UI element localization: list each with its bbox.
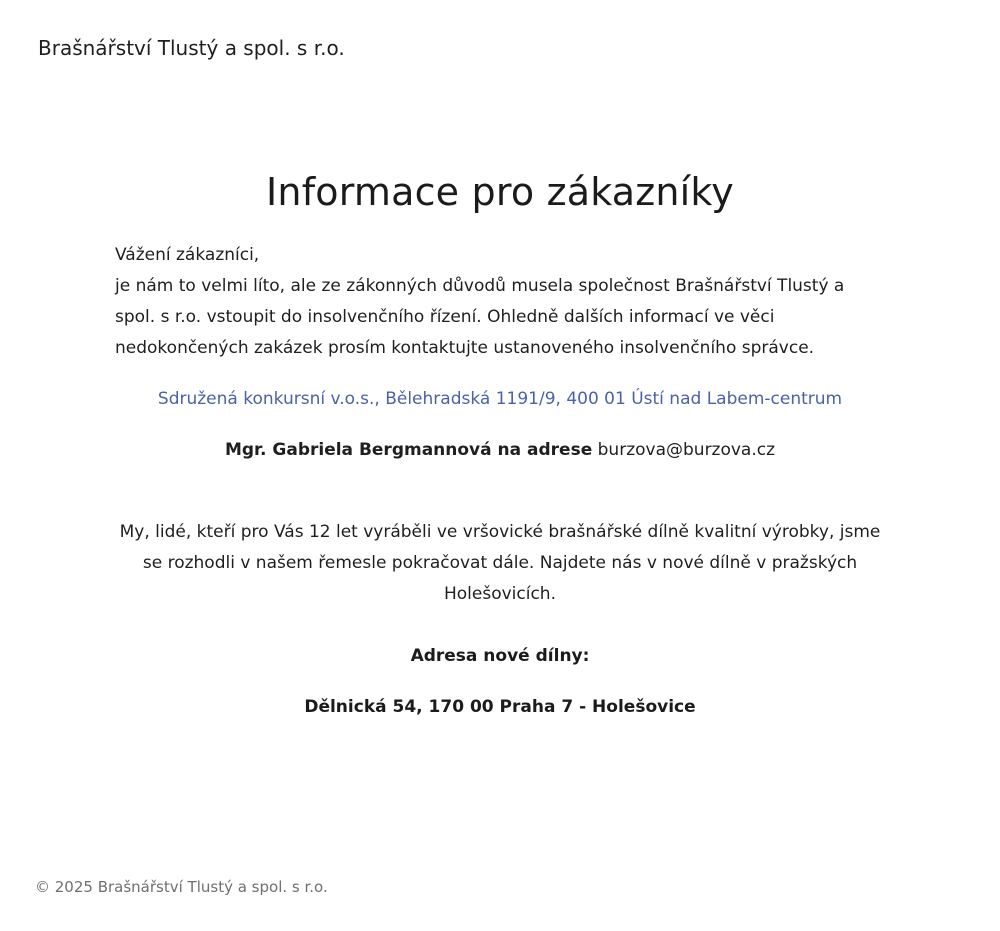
contact-name: Mgr. Gabriela Bergmannová na adrese [224,440,593,460]
site-title[interactable]: Brašnářství Tlustý a spol. s r.o. [38,36,345,60]
greeting: Vážení zákazníci, [115,245,260,265]
contact-email: burzova@burzova.cz [597,440,776,460]
notice-text: je nám to velmi líto, ale ze zákonných důvodů musela společnost Brašnářství Tlustý a spol. s r.o. vstoupit do insolvenčního řízení. Ohledně dalších informací ve věci nedokončených zakázek prosím kontaktujte ustanoveného insolvenčního správce. [115,276,845,358]
address-label: Adresa nové dílny: [410,646,590,666]
new-workshop-text: My, lidé, kteří pro Vás 12 let vyráběli ve vršovické brašnářské dílně kvalitní výrobky, jsme se rozhodli v našem řemesle pokračovat dále. Najdete nás v nové dílně v pražských Holešovicích. [119,522,881,604]
contact-line [115,435,885,466]
insolvency-administrator-link[interactable]: Sdružená konkursní v.o.s., Bělehradská 1191/9, 400 01 Ústí nad Labem-centrum [157,389,843,409]
administrator-link-wrap [115,384,885,415]
footer-copyright: © 2025 Brašnářství Tlustý a spol. s r.o. [35,878,328,896]
notice-paragraph [115,240,885,364]
main-content [115,170,885,723]
page-title: Informace pro zákazníky [266,170,734,214]
workshop-address: Dělnická 54, 170 00 Praha 7 - Holešovice [304,697,696,717]
